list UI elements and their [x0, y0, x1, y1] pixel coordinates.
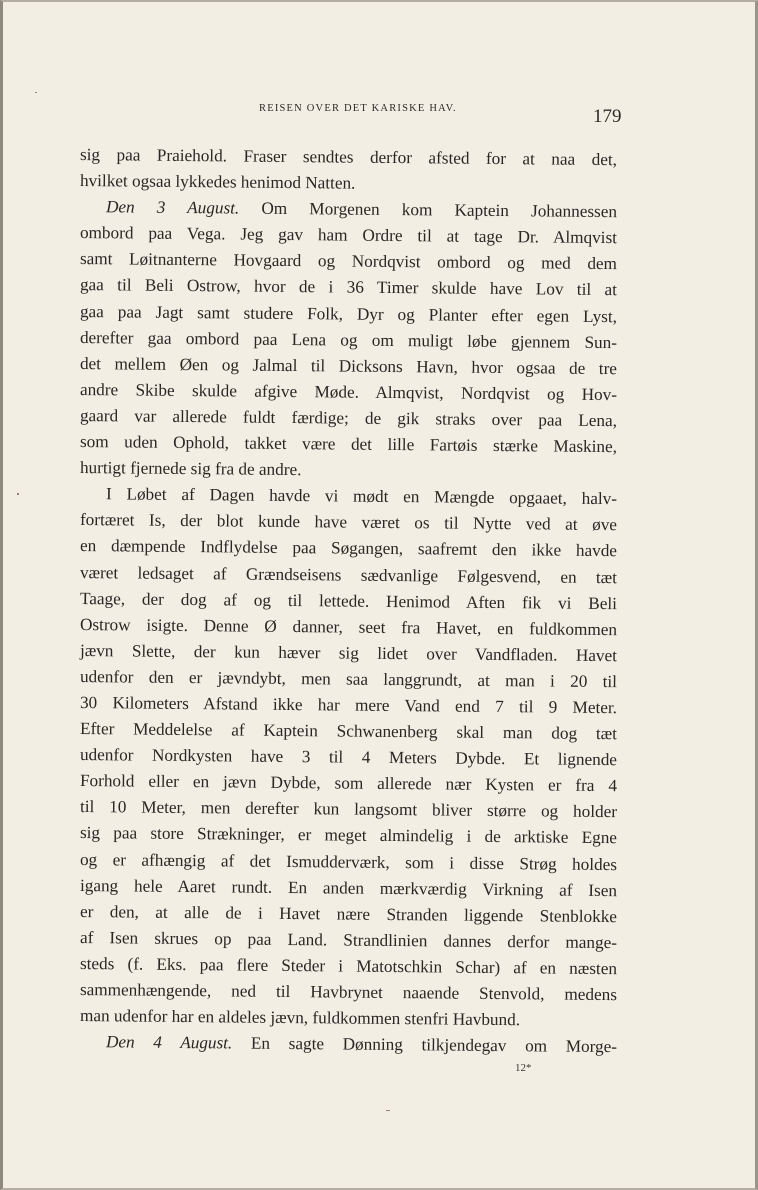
- margin-speck: [17, 493, 19, 495]
- entry-date: Den 4 August.: [105, 1032, 233, 1053]
- line-text: ombord paa Vega. Jeg gav ham Ordre til at tage Dr. Almqvist: [79, 223, 618, 248]
- line-text: Taage, der dog af og til lettede. Henimod Aften fik vi Beli: [79, 588, 618, 613]
- line-text: det mellem Øen og Jalmal til Dicksons Havn, hvor ogsaa de tre: [79, 353, 618, 378]
- line-text: hvilket ogsaa lykkedes henimod Natten.: [79, 171, 356, 193]
- line-text: andre Skibe skulde afgive Møde. Almqvist, Nordqvist og Hov-: [79, 379, 618, 404]
- line-text: 30 Kilometers Afstand ikke har mere Vand end 7 til 9 Meter.: [79, 692, 618, 718]
- line-text: og er afhængig af det Ismudderværk, som i disse Strøg holdes: [79, 849, 618, 874]
- page-number: 179: [593, 106, 622, 127]
- running-head: REISEN OVER DET KARISKE HAV.: [259, 103, 457, 114]
- line-text: udenfor den er jævndybt, men saa langgrundt, at man i 20 til: [79, 666, 618, 692]
- line-text: været ledsaget af Grændseisens sædvanlige Følgesvend, en tæt: [79, 562, 618, 587]
- line-text: er den, at alle de i Havet nære Stranden liggende Stenblokke: [79, 901, 618, 926]
- line-text: af Isen skrues op paa Land. Strandlinien dannes derfor mange-: [79, 927, 618, 952]
- line-text: gaa paa Jagt samt studere Folk, Dyr og Planter efter egen Lyst,: [79, 301, 618, 326]
- line-text: til 10 Meter, men derefter kun langsomt bliver større og holder: [79, 797, 618, 822]
- text-line: [80, 1029, 617, 1060]
- line-text: Forhold eller en jævn Dybde, som allerede nær Kysten er fra 4: [79, 771, 618, 796]
- line-text: som uden Ophold, takket være det lille Fartøis stærke Maskine,: [79, 432, 618, 457]
- entry-date: Den 3 August.: [105, 197, 240, 218]
- line-text: I Løbet af Dagen havde vi mødt en Mængde opgaaet, halv-: [105, 484, 618, 509]
- line-text: fortæret Is, der blot kunde have været os til Nytte ved at øve: [79, 510, 618, 535]
- margin-speck: [386, 1110, 390, 1111]
- line-text: sig paa Praiehold. Fraser sendtes derfor afsted for at naa det,: [79, 145, 618, 170]
- line-text: Om Morgenen kom Kaptein Johannessen: [239, 198, 618, 222]
- line-text: steds (f. Eks. paa flere Steder i Matotschkin Schar) af en næsten: [79, 953, 618, 979]
- line-text: sammenhængende, ned til Havbrynet naaende Stenvold, medens: [79, 980, 618, 1005]
- line-text: derefter gaa ombord paa Lena og om muligt løbe gjennem Sun-: [79, 327, 618, 352]
- margin-speck: [35, 92, 37, 93]
- line-text: igang hele Aaret rundt. En anden mærkværdig Virkning af Isen: [79, 875, 618, 900]
- line-text: hurtigt fjernede sig fra de andre.: [79, 458, 302, 480]
- line-text: Efter Meddelelse af Kaptein Schwanenberg skal man dog tæt: [79, 719, 618, 744]
- line-text: Ostrow isigte. Denne Ø danner, seet fra Havet, en fuldkommen: [79, 614, 618, 639]
- line-text: gaard var allerede fuldt færdige; de gik straks over paa Lena,: [79, 405, 618, 431]
- line-text: sig paa store Strækninger, er meget almindelig i de arktiske Egne: [79, 823, 618, 848]
- signature-mark: 12*: [515, 1062, 532, 1074]
- line-text: udenfor Nordkysten have 3 til 4 Meters Dybde. Et lignende: [79, 745, 618, 770]
- line-text: man udenfor har en aldeles jævn, fuldkommen stenfri Havbund.: [79, 1006, 521, 1030]
- line-text: jævn Slette, der kun hæver sig lidet over Vandfladen. Havet: [79, 640, 618, 665]
- line-text: en dæmpende Indflydelse paa Søgangen, saafremt den ikke havde: [79, 536, 618, 561]
- body-text: [80, 142, 617, 1055]
- line-text: En sagte Dønning tilkjendegav om Morge-: [232, 1033, 618, 1057]
- line-text: samt Løitnanterne Hovgaard og Nordqvist ombord og med dem: [79, 249, 618, 274]
- line-text: gaa til Beli Ostrow, hvor de i 36 Timer skulde have Lov til at: [79, 275, 618, 300]
